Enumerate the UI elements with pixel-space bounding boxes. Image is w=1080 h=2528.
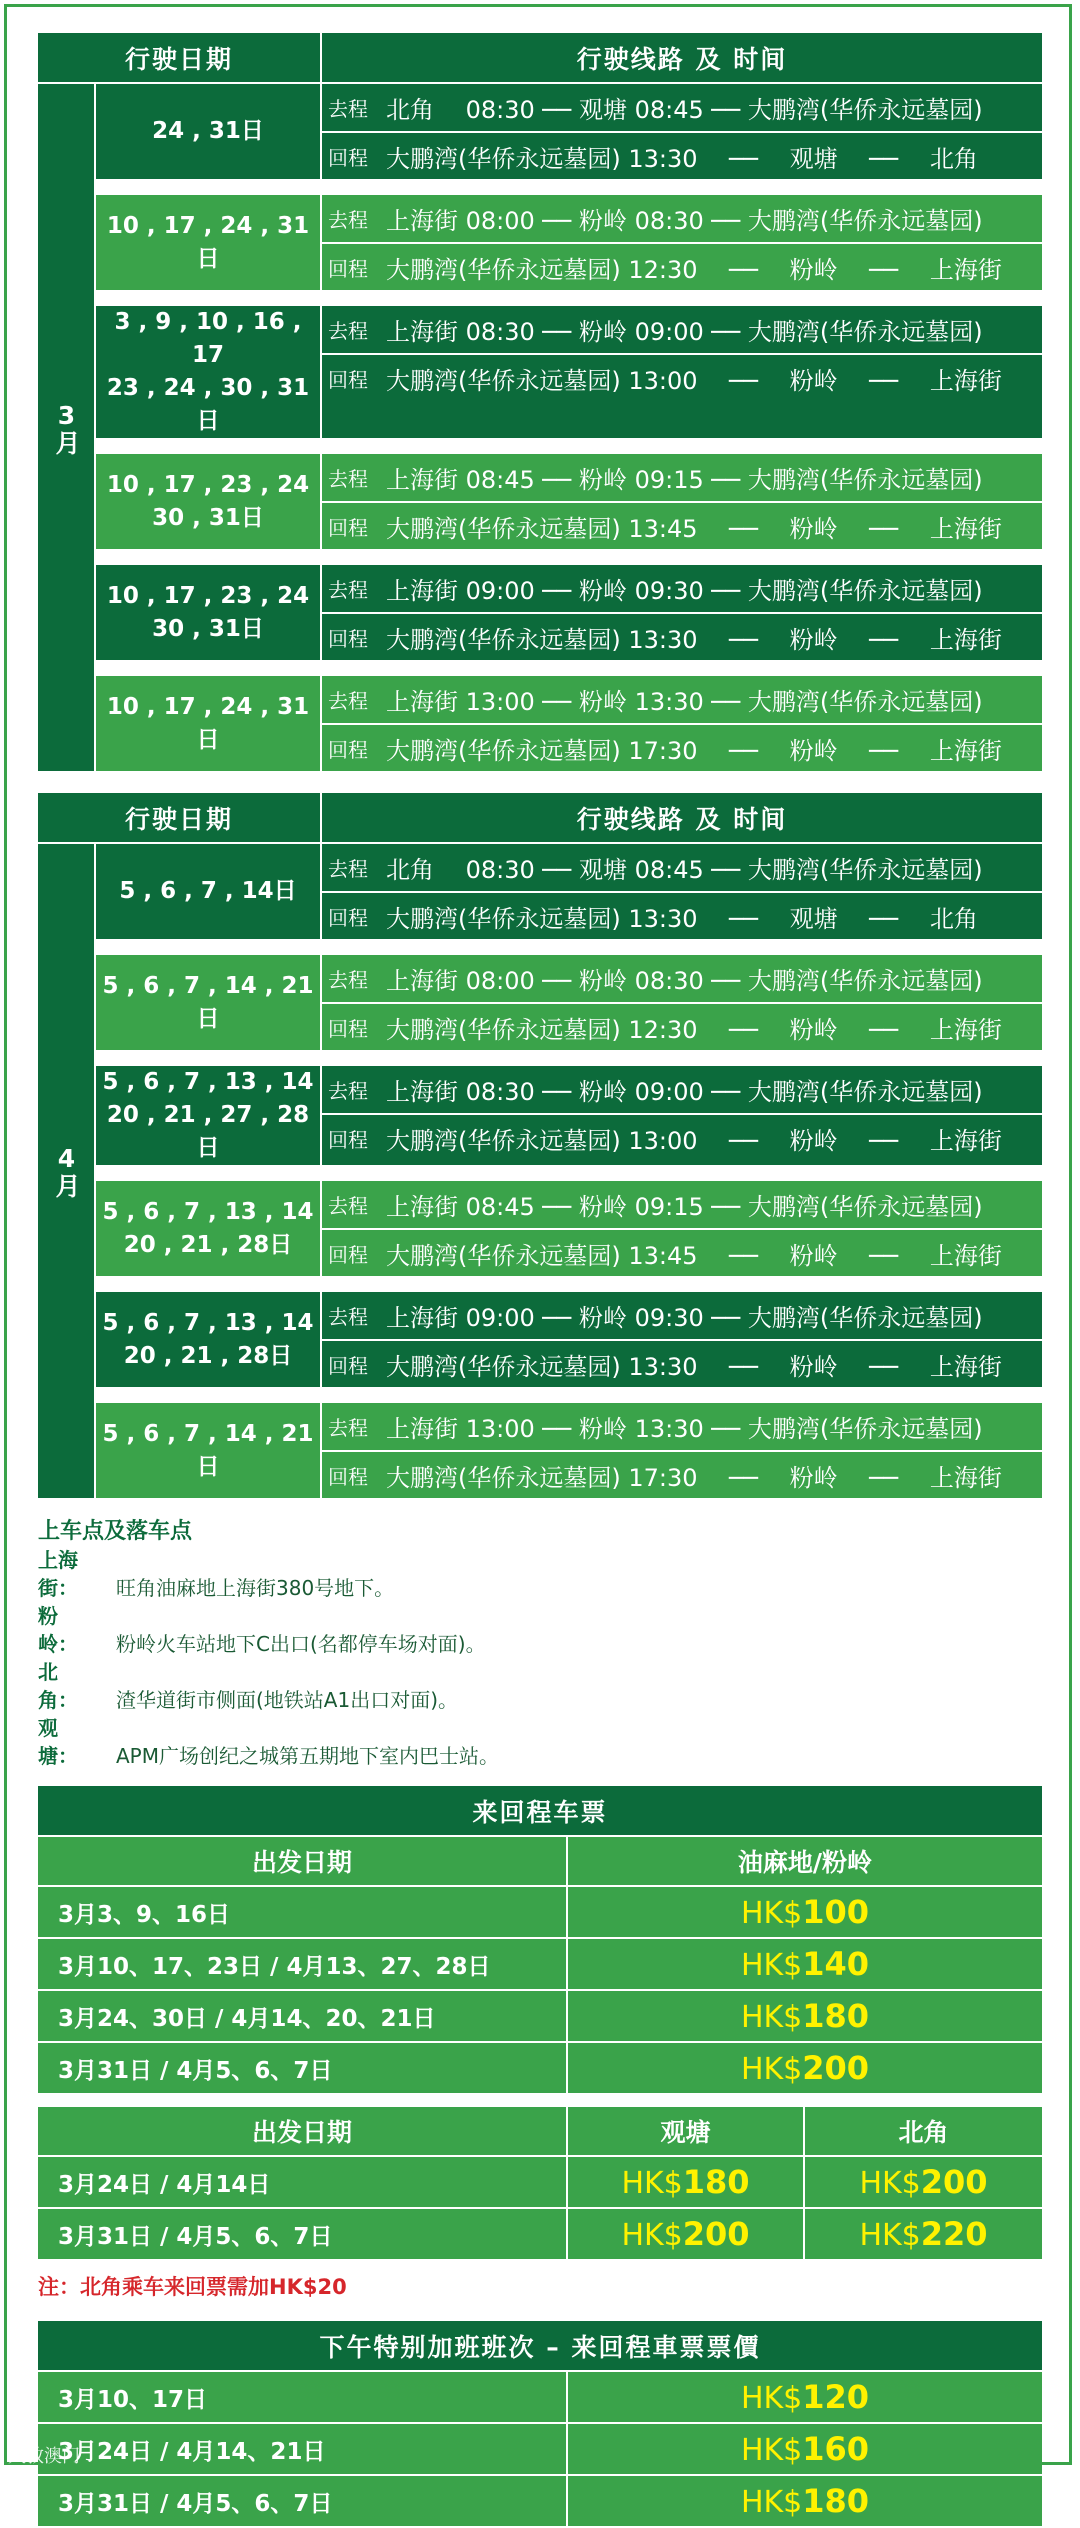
col-north-point-header: 北角 bbox=[898, 2118, 949, 2147]
col-kwun-tong-header: 观塘 bbox=[568, 2107, 805, 2155]
operating-dates: 10 , 17 , 23 , 24 30 , 31日 bbox=[96, 565, 322, 660]
header-route: 行驶线路 及 时间 bbox=[322, 33, 1042, 84]
price bbox=[741, 2049, 869, 2087]
schedule-group bbox=[96, 1181, 1042, 1278]
schedule-group bbox=[96, 84, 1042, 181]
outbound-label: 去程 bbox=[328, 689, 368, 713]
route-text: 大鹏湾(华侨永远墓园) 17:30 ── 粉岭 ── 上海街 bbox=[386, 1463, 1002, 1492]
outbound-label: 去程 bbox=[328, 1079, 368, 1103]
month-label-april: 4月 bbox=[38, 844, 96, 1498]
operating-dates: 5 , 6 , 7 , 13 , 14 20 , 21 , 28日 bbox=[96, 1181, 322, 1276]
april-groups bbox=[96, 844, 1042, 1498]
amount: 200 bbox=[682, 2215, 750, 2253]
outbound-trip bbox=[322, 1292, 1042, 1339]
departure-date: 3月10、17日 bbox=[38, 2372, 568, 2422]
route-text: 大鹏湾(华侨永远墓园) 13:30 ── 观塘 ── 北角 bbox=[386, 904, 978, 933]
currency: HK$ bbox=[621, 2218, 683, 2253]
price bbox=[741, 2378, 869, 2416]
operating-dates: 10 , 17 , 24 , 31日 bbox=[96, 195, 322, 290]
header-route: 行驶线路 及 时间 bbox=[322, 793, 1042, 844]
return-label: 回程 bbox=[328, 515, 368, 540]
operating-dates: 3 , 9 , 10 , 16 , 17 23 , 24 , 30 , 31日 bbox=[96, 306, 322, 438]
outbound-label: 去程 bbox=[328, 578, 368, 602]
route-text: 大鹏湾(华侨永远墓园) 17:30 ── 粉岭 ── 上海街 bbox=[386, 736, 1002, 765]
pickup-name: 北 角： bbox=[38, 1660, 78, 1712]
departure-date: 3月31日 / 4月5、6、7日 bbox=[38, 2209, 568, 2259]
operating-dates: 5 , 6 , 7 , 13 , 14 20 , 21 , 27 , 28日 bbox=[96, 1066, 322, 1165]
fare2-rows bbox=[38, 2157, 1042, 2261]
route-text: 大鹏湾(华侨永远墓园) 13:00 ── 粉岭 ── 上海街 bbox=[386, 366, 1002, 395]
route-text: 上海街 09:00 ── 粉岭 09:30 ── 大鹏湾(华侨永远墓园) bbox=[386, 577, 983, 605]
price bbox=[741, 1997, 869, 2035]
april-schedule-table bbox=[38, 793, 1042, 1498]
outbound-trip bbox=[322, 565, 1042, 612]
schedule-group bbox=[96, 676, 1042, 771]
amount: 180 bbox=[802, 2482, 870, 2520]
departure-date: 3月24、30日 / 4月14、20、21日 bbox=[38, 1991, 568, 2041]
trips bbox=[322, 306, 1042, 438]
pickup-row bbox=[38, 1602, 1042, 1658]
schedule-group bbox=[96, 454, 1042, 551]
outbound-label: 去程 bbox=[328, 968, 368, 992]
price bbox=[741, 1945, 869, 1983]
fare-price bbox=[568, 2043, 1042, 2093]
trips bbox=[322, 1066, 1042, 1165]
amount: 180 bbox=[682, 2163, 750, 2201]
trips bbox=[322, 1181, 1042, 1276]
schedule-group bbox=[96, 565, 1042, 662]
schedule-group bbox=[96, 1403, 1042, 1498]
fare-row bbox=[38, 2043, 1042, 2095]
price bbox=[741, 2482, 869, 2520]
col-date-header: 出发日期 bbox=[38, 1837, 568, 1885]
fare-price-kwun-tong bbox=[568, 2209, 805, 2259]
operating-dates: 10 , 17 , 23 , 24 30 , 31日 bbox=[96, 454, 322, 549]
surcharge-note: 注：北角乘车来回票需加HK$20 bbox=[38, 2275, 347, 2299]
return-trip bbox=[322, 723, 1042, 771]
amount: 220 bbox=[920, 2215, 988, 2253]
fare2-header-row bbox=[38, 2107, 1042, 2157]
price bbox=[859, 2163, 987, 2201]
return-trip bbox=[322, 1002, 1042, 1050]
departure-date: 3月10、17、23日 / 4月13、27、28日 bbox=[38, 1939, 568, 1989]
fare-price-north-point bbox=[805, 2209, 1042, 2259]
outbound-trip bbox=[322, 1066, 1042, 1113]
fare-table-afternoon-extra bbox=[38, 2321, 1042, 2528]
trips bbox=[322, 676, 1042, 771]
currency: HK$ bbox=[740, 2000, 803, 2035]
departure-date: 3月31日 / 4月5、6、7日 bbox=[38, 2476, 568, 2526]
currency: HK$ bbox=[740, 2485, 803, 2520]
fare-price-north-point bbox=[805, 2157, 1042, 2207]
fare3-rows bbox=[38, 2372, 1042, 2528]
fare-row bbox=[38, 2372, 1042, 2424]
return-label: 回程 bbox=[328, 1242, 368, 1267]
departure-date: 3月24日 / 4月14日 bbox=[38, 2157, 568, 2207]
currency: HK$ bbox=[740, 2433, 803, 2468]
currency: HK$ bbox=[621, 2166, 683, 2201]
outbound-label: 去程 bbox=[328, 1194, 368, 1218]
fare-price bbox=[568, 1939, 1042, 1989]
amount: 140 bbox=[802, 1945, 870, 1983]
fare-row bbox=[38, 1939, 1042, 1991]
route-text: 上海街 08:30 ── 粉岭 09:00 ── 大鹏湾(华侨永远墓园) bbox=[386, 318, 983, 346]
return-trip bbox=[322, 242, 1042, 290]
return-label: 回程 bbox=[328, 1127, 368, 1152]
schedule-group bbox=[96, 1066, 1042, 1167]
route-text: 大鹏湾(华侨永远墓园) 12:30 ── 粉岭 ── 上海街 bbox=[386, 1015, 1002, 1044]
return-label: 回程 bbox=[328, 737, 368, 762]
march-schedule-table bbox=[38, 33, 1042, 771]
route-text: 大鹏湾(华侨永远墓园) 13:30 ── 粉岭 ── 上海街 bbox=[386, 1352, 1002, 1381]
return-label: 回程 bbox=[328, 367, 368, 392]
route-text: 大鹏湾(华侨永远墓园) 13:00 ── 粉岭 ── 上海街 bbox=[386, 1126, 1002, 1155]
return-trip bbox=[322, 131, 1042, 179]
trips bbox=[322, 454, 1042, 549]
fare-price bbox=[568, 2424, 1042, 2474]
route-text: 大鹏湾(华侨永远墓园) 13:45 ── 粉岭 ── 上海街 bbox=[386, 514, 1002, 543]
outbound-label: 去程 bbox=[328, 467, 368, 491]
trips bbox=[322, 1403, 1042, 1498]
price bbox=[741, 2430, 869, 2468]
route-text: 大鹏湾(华侨永远墓园) 12:30 ── 粉岭 ── 上海街 bbox=[386, 255, 1002, 284]
pickup-name: 上海街： bbox=[38, 1548, 78, 1600]
fare-price-kwun-tong bbox=[568, 2157, 805, 2207]
route-text: 上海街 13:00 ── 粉岭 13:30 ── 大鹏湾(华侨永远墓园) bbox=[386, 688, 983, 716]
fare3-title: 下午特别加班班次 – 来回程車票票價 bbox=[38, 2321, 1042, 2372]
header-dates: 行驶日期 bbox=[38, 793, 322, 844]
price bbox=[741, 1893, 869, 1931]
operating-dates: 24 , 31日 bbox=[96, 84, 322, 179]
pickup-desc: APM广场创纪之城第五期地下室内巴士站。 bbox=[116, 1744, 499, 1768]
route-text: 北角 08:30 ── 观塘 08:45 ── 大鹏湾(华侨永远墓园) bbox=[386, 856, 983, 884]
route-text: 上海街 13:00 ── 粉岭 13:30 ── 大鹏湾(华侨永远墓园) bbox=[386, 1415, 983, 1443]
outbound-trip bbox=[322, 1403, 1042, 1450]
currency: HK$ bbox=[859, 2166, 921, 2201]
operating-dates: 5 , 6 , 7 , 14 , 21日 bbox=[96, 955, 322, 1050]
amount: 200 bbox=[802, 2049, 870, 2087]
col-date-header: 出发日期 bbox=[38, 2107, 568, 2155]
return-label: 回程 bbox=[328, 626, 368, 651]
trips bbox=[322, 195, 1042, 290]
route-text: 大鹏湾(华侨永远墓园) 13:30 ── 粉岭 ── 上海街 bbox=[386, 625, 1002, 654]
trips bbox=[322, 84, 1042, 179]
watermark: 大敦澳门 bbox=[8, 2446, 80, 2467]
pickup-desc: 粉岭火车站地下C出口(名都停车场对面)。 bbox=[116, 1632, 486, 1656]
schedule-group bbox=[96, 195, 1042, 292]
outbound-trip bbox=[322, 676, 1042, 723]
price bbox=[621, 2215, 749, 2253]
outbound-label: 去程 bbox=[328, 208, 368, 232]
operating-dates: 5 , 6 , 7 , 14日 bbox=[96, 844, 322, 939]
price bbox=[859, 2215, 987, 2253]
pickup-name: 粉 岭： bbox=[38, 1604, 78, 1656]
outbound-trip bbox=[322, 195, 1042, 242]
amount: 100 bbox=[802, 1893, 870, 1931]
route-text: 大鹏湾(华侨永远墓园) 13:45 ── 粉岭 ── 上海街 bbox=[386, 1241, 1002, 1270]
fare-row bbox=[38, 2476, 1042, 2528]
fare-row bbox=[38, 1887, 1042, 1939]
schedule-group bbox=[96, 1292, 1042, 1389]
amount: 120 bbox=[802, 2378, 870, 2416]
fare-price bbox=[568, 1887, 1042, 1937]
operating-dates: 5 , 6 , 7 , 13 , 14 20 , 21 , 28日 bbox=[96, 1292, 322, 1387]
fare-row bbox=[38, 1991, 1042, 2043]
currency: HK$ bbox=[740, 1896, 803, 1931]
fare-price bbox=[568, 1991, 1042, 2041]
pickup-name: 观 塘： bbox=[38, 1716, 78, 1768]
trips bbox=[322, 565, 1042, 660]
fare1-rows bbox=[38, 1887, 1042, 2095]
return-label: 回程 bbox=[328, 905, 368, 930]
fare-table-round-trip bbox=[38, 1786, 1042, 2095]
route-text: 上海街 08:00 ── 粉岭 08:30 ── 大鹏湾(华侨永远墓园) bbox=[386, 207, 983, 235]
schedule-group bbox=[96, 306, 1042, 440]
outbound-label: 去程 bbox=[328, 97, 368, 121]
fare-row bbox=[38, 2157, 1042, 2209]
outbound-label: 去程 bbox=[328, 319, 368, 343]
outbound-label: 去程 bbox=[328, 857, 368, 881]
fare-header-row bbox=[38, 1837, 1042, 1887]
outbound-trip bbox=[322, 84, 1042, 131]
amount: 180 bbox=[802, 1997, 870, 2035]
departure-date: 3月31日 / 4月5、6、7日 bbox=[38, 2043, 568, 2093]
return-trip bbox=[322, 891, 1042, 939]
outbound-trip bbox=[322, 454, 1042, 501]
pickup-row bbox=[38, 1658, 1042, 1714]
route-text: 上海街 08:45 ── 粉岭 09:15 ── 大鹏湾(华侨永远墓园) bbox=[386, 466, 983, 494]
return-label: 回程 bbox=[328, 145, 368, 170]
currency: HK$ bbox=[740, 1948, 803, 1983]
return-trip bbox=[322, 1228, 1042, 1276]
schedule-group bbox=[96, 844, 1042, 941]
return-trip bbox=[322, 1339, 1042, 1387]
currency: HK$ bbox=[740, 2381, 803, 2416]
header-dates: 行驶日期 bbox=[38, 33, 322, 84]
outbound-trip bbox=[322, 1181, 1042, 1228]
outbound-trip bbox=[322, 844, 1042, 891]
return-trip bbox=[322, 1113, 1042, 1161]
return-trip bbox=[322, 1450, 1042, 1498]
outbound-trip bbox=[322, 955, 1042, 1002]
pickup-points bbox=[38, 1518, 1042, 1770]
col-price-header: 油麻地/粉岭 bbox=[737, 1848, 873, 1877]
outbound-label: 去程 bbox=[328, 1305, 368, 1329]
outbound-label: 去程 bbox=[328, 1416, 368, 1440]
route-text: 北角 08:30 ── 观塘 08:45 ── 大鹏湾(华侨永远墓园) bbox=[386, 96, 983, 124]
trips bbox=[322, 1292, 1042, 1387]
amount: 200 bbox=[920, 2163, 988, 2201]
route-text: 上海街 08:00 ── 粉岭 08:30 ── 大鹏湾(华侨永远墓园) bbox=[386, 967, 983, 995]
pickup-desc: 渣华道街市侧面(地铁站A1出口对面)。 bbox=[116, 1688, 459, 1712]
return-label: 回程 bbox=[328, 256, 368, 281]
amount: 160 bbox=[802, 2430, 870, 2468]
march-groups bbox=[96, 84, 1042, 771]
price bbox=[621, 2163, 749, 2201]
fare-price bbox=[568, 2372, 1042, 2422]
return-trip bbox=[322, 501, 1042, 549]
fare-table-kwun-tong-north-point bbox=[38, 2107, 1042, 2261]
return-trip bbox=[322, 353, 1042, 401]
departure-date: 3月3、9、16日 bbox=[38, 1887, 568, 1937]
operating-dates: 5 , 6 , 7 , 14 , 21日 bbox=[96, 1403, 322, 1498]
pickup-title: 上车点及落车点 bbox=[38, 1519, 193, 1544]
content bbox=[38, 33, 1042, 2528]
return-trip bbox=[322, 612, 1042, 660]
pickup-desc: 旺角油麻地上海街380号地下。 bbox=[116, 1576, 395, 1600]
outbound-trip bbox=[322, 306, 1042, 353]
pickup-row bbox=[38, 1714, 1042, 1770]
return-label: 回程 bbox=[328, 1464, 368, 1489]
currency: HK$ bbox=[859, 2218, 921, 2253]
return-label: 回程 bbox=[328, 1353, 368, 1378]
month-label-march: 3月 bbox=[38, 84, 96, 771]
fare-row bbox=[38, 2424, 1042, 2476]
pickup-row bbox=[38, 1546, 1042, 1602]
fare-title: 来回程车票 bbox=[38, 1786, 1042, 1837]
return-label: 回程 bbox=[328, 1016, 368, 1041]
fare-row bbox=[38, 2209, 1042, 2261]
route-text: 上海街 09:00 ── 粉岭 09:30 ── 大鹏湾(华侨永远墓园) bbox=[386, 1304, 983, 1332]
departure-date: 3月24日 / 4月14、21日 bbox=[38, 2424, 568, 2474]
route-text: 上海街 08:30 ── 粉岭 09:00 ── 大鹏湾(华侨永远墓园) bbox=[386, 1078, 983, 1106]
pickup-list bbox=[38, 1546, 1042, 1770]
operating-dates: 10 , 17 , 24 , 31日 bbox=[96, 676, 322, 771]
route-text: 上海街 08:45 ── 粉岭 09:15 ── 大鹏湾(华侨永远墓园) bbox=[386, 1193, 983, 1221]
fare-price bbox=[568, 2476, 1042, 2526]
route-text: 大鹏湾(华侨永远墓园) 13:30 ── 观塘 ── 北角 bbox=[386, 144, 978, 173]
schedule-group bbox=[96, 955, 1042, 1052]
trips bbox=[322, 955, 1042, 1050]
trips bbox=[322, 844, 1042, 939]
currency: HK$ bbox=[740, 2052, 803, 2087]
